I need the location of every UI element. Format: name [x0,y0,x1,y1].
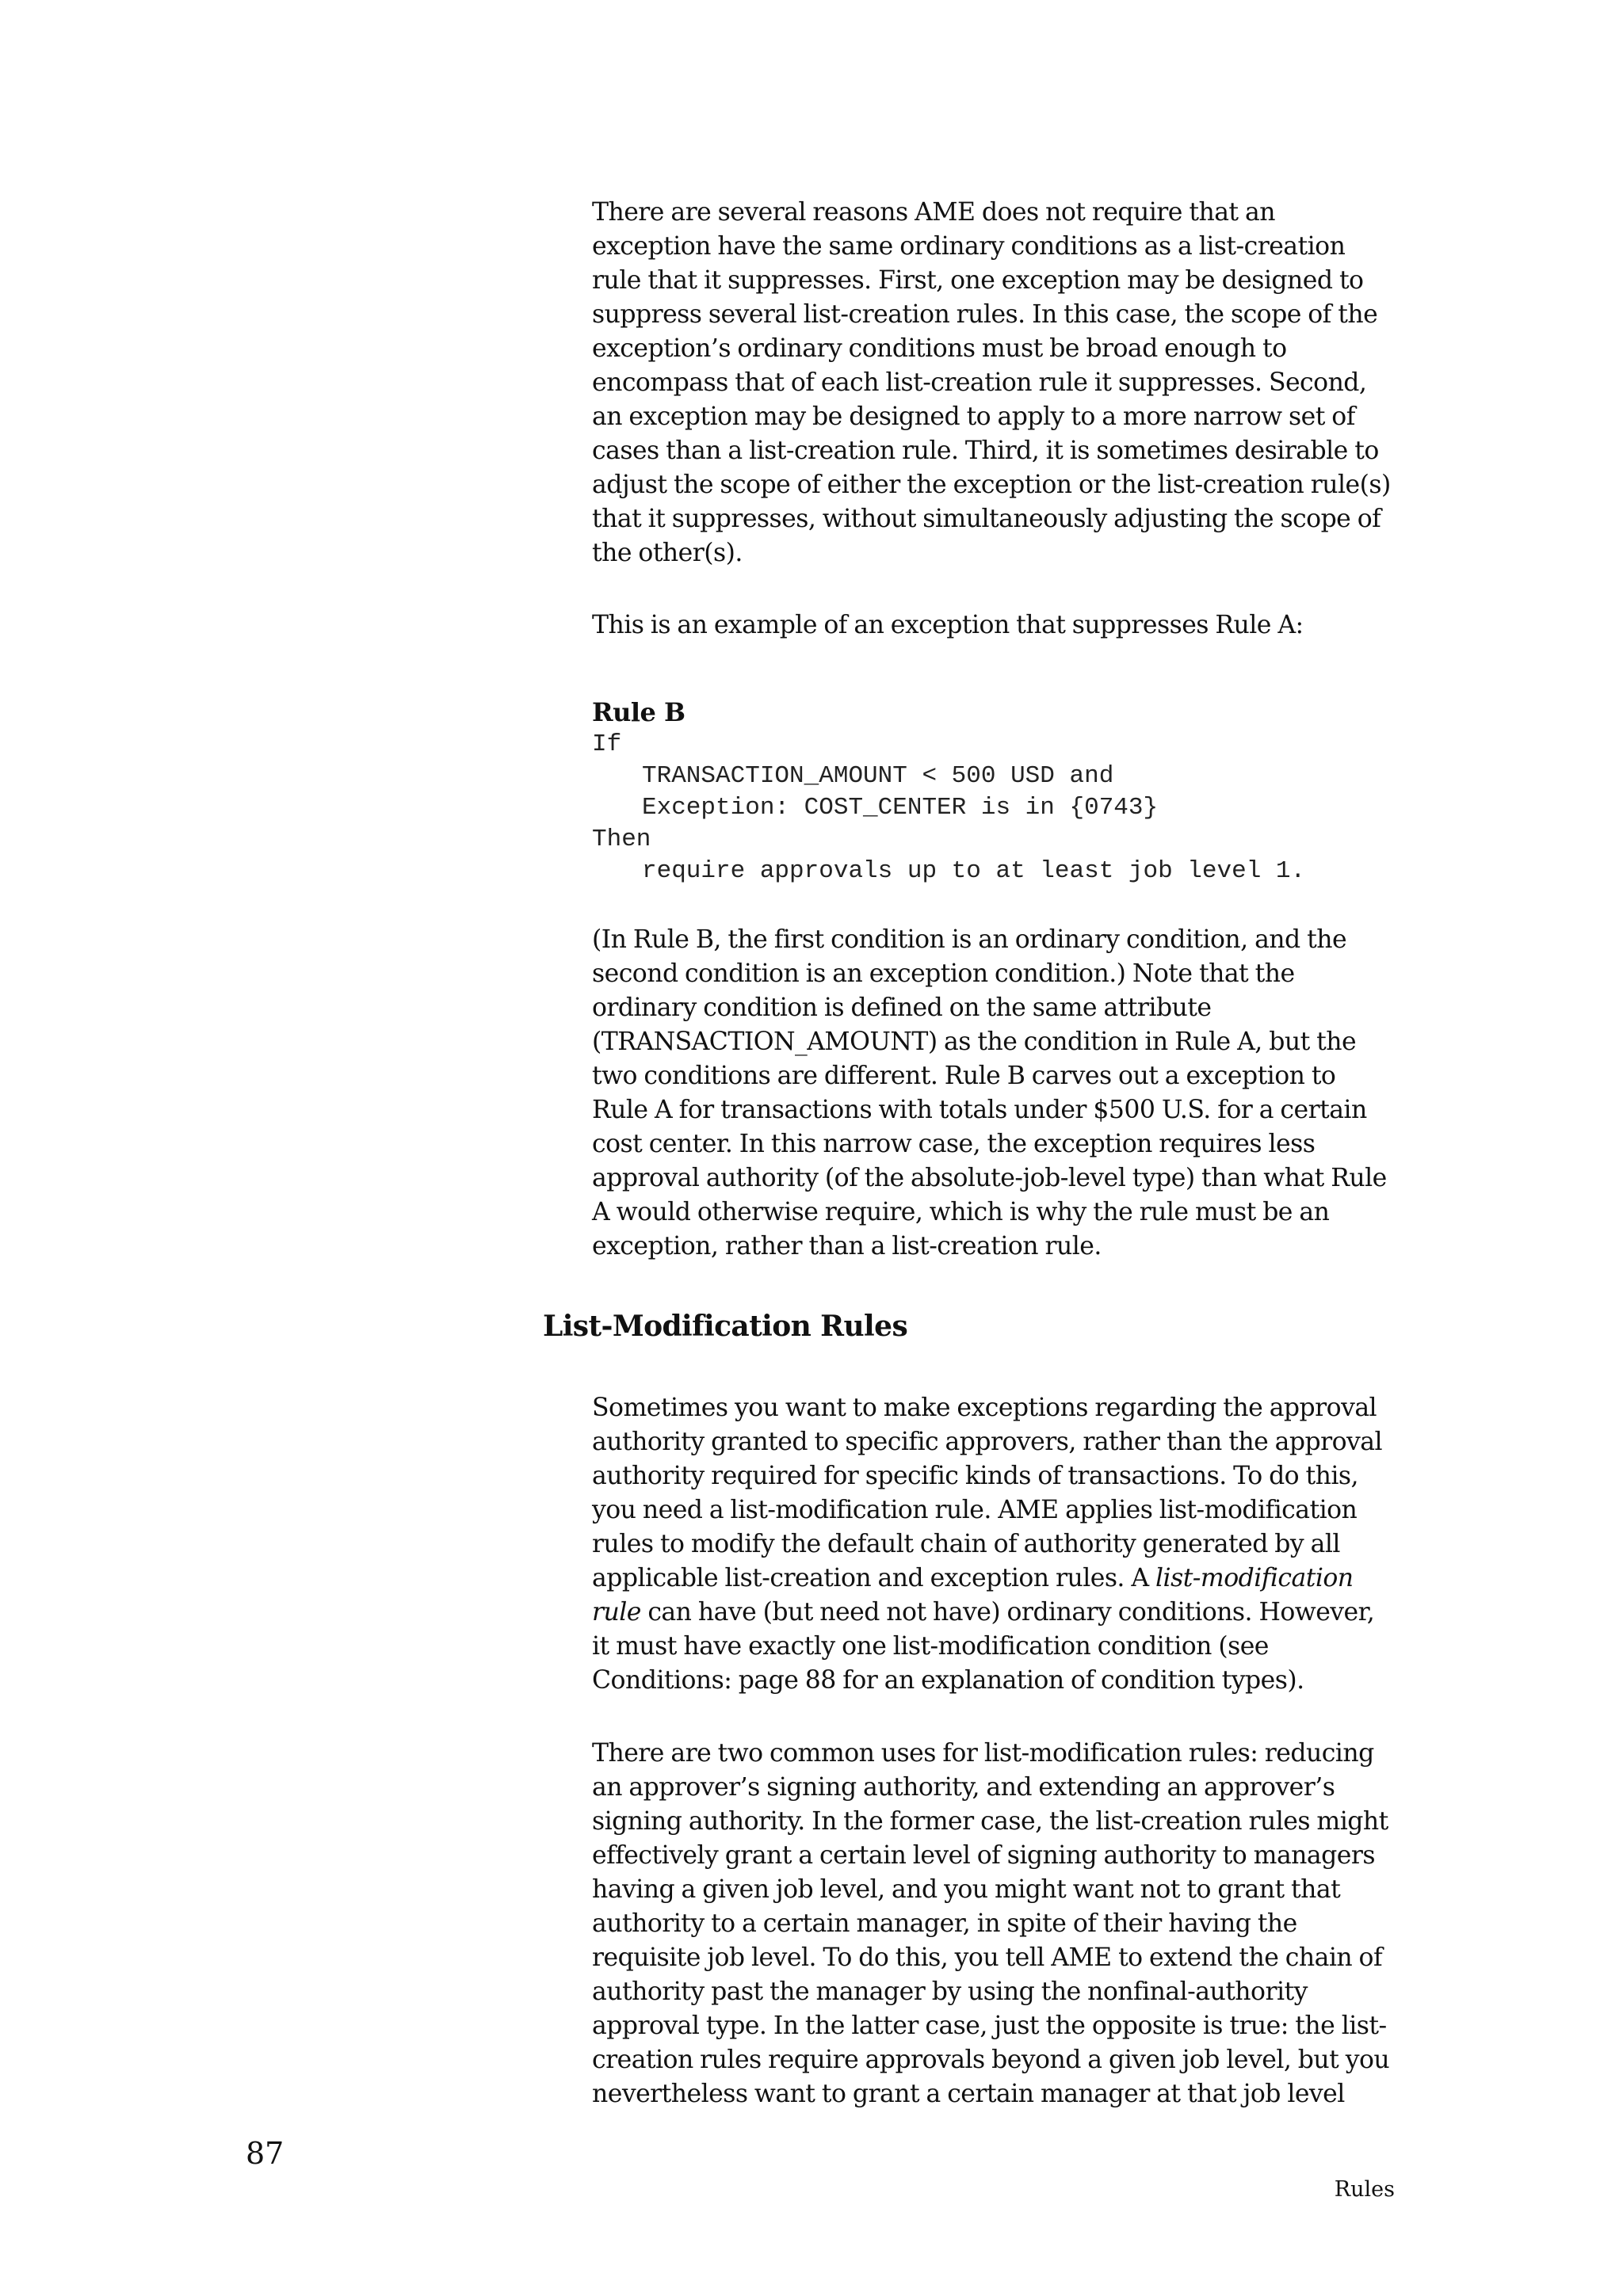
rule-b-condition-1: TRANSACTION_AMOUNT < 500 USD and [642,762,1114,790]
paragraph-rule-b-explanation: (In Rule B, the first condition is an ordinary condition, and the second condition is an exception condition.) Note that the ordinary condition is defined on the same attribute (TRANSACTION_AMOUNT) as the condition in Rule A, but the two conditions are different. Rule B carves out a exception to Rule A for transactions with totals under $500 U.S. for a certain cost center. In this narrow case, the exception requires less approval authority (of the absolute-job-level type) than what Rule A would otherwise require, which is why the rule must be an exception, rather than a list-creation rule. [592,925,1387,1261]
rule-b-then-keyword: Then [592,826,651,853]
section-heading-list-modification-rules: List-Modification Rules [543,1310,908,1343]
paragraph-text-segment: Sometimes you want to make exceptions regarding the approval authority granted to specific approvers, rather than the approval authority required for specific kinds of transactions. To do this, you need a list-modification rule. AME applies list-modification rules to modify the default chain of authority generated by all applicable list-creation and exception rules. A [592,1394,1383,1592]
paragraph-example-intro: This is an example of an exception that suppresses Rule A: [592,611,1304,639]
paragraph-list-modification-uses: There are two common uses for list-modification rules: reducing an approver’s signing authority, and extending an approver’s signing authority. In the former case, the list-creation rules might effectively grant a certain level of signing authority to managers having a given job level, and you might want not to grant that authority to a certain manager, in spite of their having the requisite job level. To do this, you tell AME to extend the chain of authority past the manager by using the nonfinal-authority approval type. In the latter case, just the opposite is true: the list-creation rules require approvals beyond a given job level, but you nevertheless want to grant a certain manager at that job level [592,1739,1390,2108]
paragraph-list-modification-intro [592,1391,1392,1698]
page-number: 87 [246,2136,285,2171]
rule-b-if-keyword: If [592,730,622,758]
paragraph-exception-reasons: There are several reasons AME does not require that an exception have the same ordinary conditions as a list-creation rule that it suppresses. First, one exception may be designed to suppress several list-creation rules. In this case, the scope of the exception’s ordinary conditions must be broad enough to encompass that of each list-creation rule it suppresses. Second, an exception may be designed to apply to a more narrow set of cases than a list-creation rule. Third, it is sometimes desirable to adjust the scope of either the exception or the list-creation rule(s) that it suppresses, without simultaneously adjusting the scope of the other(s). [592,198,1391,567]
rule-b-title: Rule B [592,697,685,727]
rule-b-action: require approvals up to at least job level 1. [642,857,1306,885]
term-list-modification-rule: list-modification rule [592,1564,1354,1627]
footer-section-label: Rules [1334,2177,1395,2202]
paragraph-text-segment: can have (but need not have) ordinary conditions. However, it must have exactly one list-modification condition (see Conditions: page 88 for an explanation of condition types). [592,1598,1375,1695]
rule-b-condition-2: Exception: COST_CENTER is in {0743} [642,794,1159,822]
